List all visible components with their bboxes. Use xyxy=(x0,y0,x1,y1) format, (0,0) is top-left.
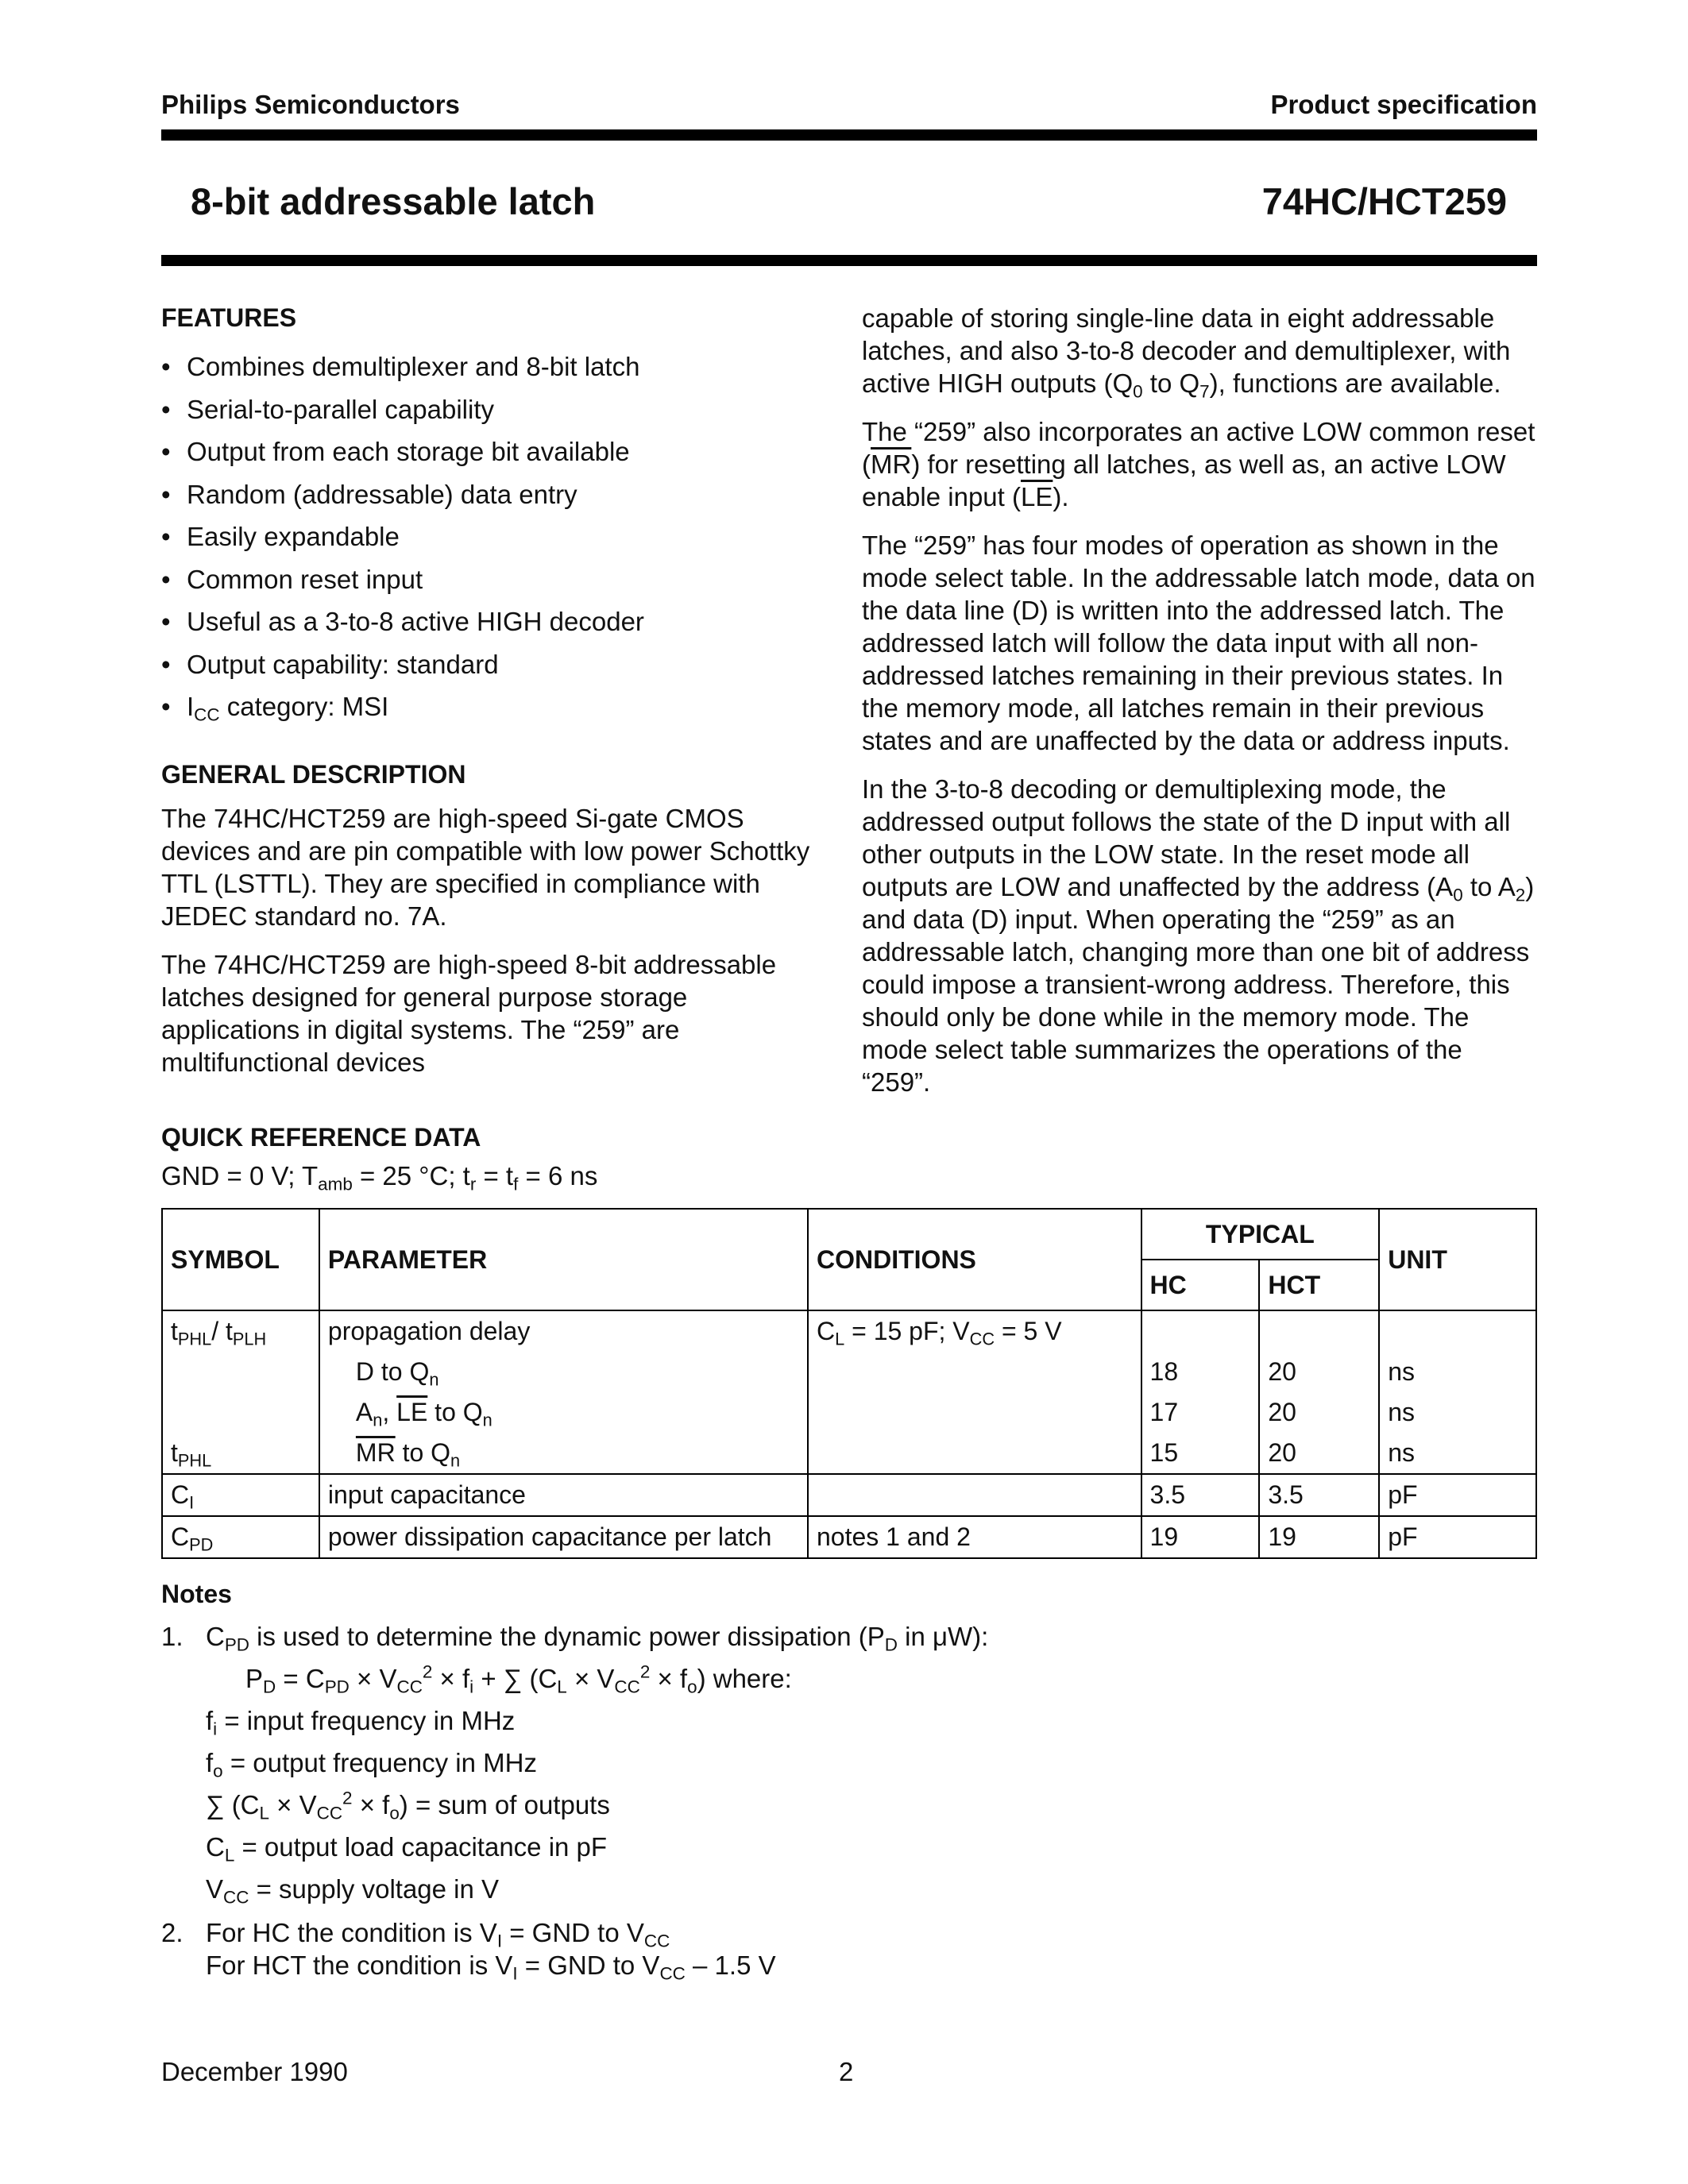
list-item: • Common reset input xyxy=(161,558,829,601)
page-title: 8-bit addressable latch xyxy=(191,180,596,222)
table-row xyxy=(162,1516,1536,1558)
table-row xyxy=(162,1433,1536,1474)
note-2-line-1: For HC the condition is $V_I$ = GND to $V_{CC}$ xyxy=(206,1918,670,1951)
cell-hc: 17 xyxy=(1141,1392,1260,1433)
cell-conditions: notes 1 and 2 xyxy=(808,1516,1141,1558)
qrd-conditions: GND = 0 V; $T_{amb} = 25$ °C; $t_r = t_f = 6$ ns xyxy=(161,1161,598,1194)
header-symbol: SYMBOL xyxy=(162,1209,319,1310)
footer-date: December 1990 xyxy=(161,2057,348,2086)
cell-parameter: $\overline{MR}$ to $Q_n$ xyxy=(319,1433,808,1474)
description-para-5: The “259” has four modes of operation as shown in the mode select table. In the addressable latch mode, data on the data line (D) is written into the addressed latch. The addressed latch will follow the data input with all non-addressed latches remaining in their previous states. In the memory mode, all latches remain in their previous states and are unaffected by the data or address inputs. xyxy=(862,531,1535,755)
note-2-line-2: For HCT the condition is $V_I$ = GND to $V_{CC} - 1.5$ V xyxy=(206,1951,776,1984)
header-hct: HCT xyxy=(1259,1260,1379,1310)
note-1-sum: ∑ $(C_L \times V_{CC}^2 \times f_o)$ = sum of outputs xyxy=(206,1788,610,1823)
list-item: • Output capability: standard xyxy=(161,643,829,686)
table-header-row xyxy=(162,1209,1536,1260)
note-1-cl: $C_L$ = output load capacitance in pF xyxy=(206,1832,608,1866)
cell-hct: 19 xyxy=(1259,1516,1379,1558)
cell-hc: 18 xyxy=(1141,1352,1260,1392)
list-item: • Easily expandable xyxy=(161,515,829,558)
company-name: Philips Semiconductors xyxy=(161,90,460,119)
note-1-vcc: $V_{CC}$ = supply voltage in V xyxy=(206,1874,500,1908)
header-rule-bottom xyxy=(161,255,1537,266)
cell-unit: pF xyxy=(1379,1474,1536,1516)
cell-parameter: propagation delay xyxy=(319,1310,808,1352)
cell-unit: pF xyxy=(1379,1516,1536,1558)
cell-conditions: $C_L = 15$ pF; $V_{CC} = 5$ V xyxy=(808,1310,1141,1352)
note-2: 2. For HC the condition is $V_I$ = GND to $V_{CC}$ For HCT the condition is $V_I$ = GND to $V_{CC} - 1.5$ V xyxy=(161,1910,1537,1981)
cell-hc: 15 xyxy=(1141,1433,1260,1474)
notes-section xyxy=(161,1573,1537,1984)
right-column xyxy=(862,302,1537,1114)
cell-hct: 20 xyxy=(1259,1392,1379,1433)
header-hc: HC xyxy=(1141,1260,1260,1310)
table-row xyxy=(162,1392,1536,1433)
notes-heading: Notes xyxy=(161,1580,232,1608)
description-para-4: The “259” also incorporates an active LOW common reset $(\overline{MR})$ for resetting all latches, as well as, an active LOW enable input $(\overline{LE})$. xyxy=(862,417,1535,511)
quick-reference-table xyxy=(161,1208,1537,1559)
list-item: • Combines demultiplexer and 8-bit latch xyxy=(161,345,829,388)
cell-parameter: input capacitance xyxy=(319,1474,808,1516)
list-item: • Serial-to-parallel capability xyxy=(161,388,829,431)
cell-unit: ns xyxy=(1379,1433,1536,1474)
cell-hct: 3.5 xyxy=(1259,1474,1379,1516)
cell-parameter: power dissipation capacitance per latch xyxy=(319,1516,808,1558)
page-number: 2 xyxy=(839,2057,854,2086)
features-list xyxy=(161,345,829,728)
cell-symbol: $C_I$ xyxy=(162,1474,319,1516)
note-1-fo: $f_o$ = output frequency in MHz xyxy=(206,1748,537,1781)
header-parameter: PARAMETER xyxy=(319,1209,808,1310)
list-item: • Output from each storage bit available xyxy=(161,430,829,473)
cell-unit: ns xyxy=(1379,1392,1536,1433)
features-heading: FEATURES xyxy=(161,303,297,332)
part-number: 74HC/HCT259 xyxy=(1261,180,1507,222)
list-item: • Random (addressable) data entry xyxy=(161,473,829,516)
description-para-3: capable of storing single-line data in eight addressable latches, and also 3-to-8 decoder and demultiplexer, with active HIGH outputs ($Q_0$ to $Q_7$), functions are available. xyxy=(862,303,1511,402)
list-item: • $I_{CC}$ category: MSI xyxy=(161,685,829,728)
document-type: Product specification xyxy=(1270,90,1537,119)
table-row xyxy=(162,1352,1536,1392)
header-typical: TYPICAL xyxy=(1141,1209,1380,1260)
header-conditions: CONDITIONS xyxy=(808,1209,1141,1310)
cell-symbol: $t_{PHL}$ xyxy=(162,1433,319,1474)
left-column xyxy=(161,302,829,1094)
list-item: • Useful as a 3-to-8 active HIGH decoder xyxy=(161,600,829,643)
cell-symbol: $t_{PHL}/$ $t_{PLH}$ xyxy=(162,1310,319,1352)
general-description-para-1: The 74HC/HCT259 are high-speed Si-gate CMOS devices and are pin compatible with low power Schottky TTL (LSTTL). They are specified in compliance with JEDEC standard no. 7A. xyxy=(161,803,810,931)
header-rule-top xyxy=(161,129,1537,141)
cell-hct: 20 xyxy=(1259,1433,1379,1474)
note-1-equation: $P_D = C_{PD} \times V_{CC}^2 \times f_i$ + ∑ $(C_L \times V_{CC}^2 \times f_o)$ where: xyxy=(245,1661,792,1697)
table-row xyxy=(162,1310,1536,1352)
table-row xyxy=(162,1474,1536,1516)
note-1: 1. $C_{PD}$ is used to determine the dynamic power dissipation ($P_D$ in μW): xyxy=(161,1622,989,1655)
cell-parameter: $A_n$, $\overline{LE}$ to $Q_n$ xyxy=(319,1392,808,1433)
qrd-heading: QUICK REFERENCE DATA xyxy=(161,1123,481,1152)
general-description-para-2: The 74HC/HCT259 are high-speed 8-bit addressable latches designed for general purpose storage applications in digital systems. The “259” are multifunctional devices xyxy=(161,949,777,1077)
general-description-heading: GENERAL DESCRIPTION xyxy=(161,759,466,789)
cell-unit: ns xyxy=(1379,1352,1536,1392)
cell-parameter: D to $Q_n$ xyxy=(319,1352,808,1392)
header-unit: UNIT xyxy=(1379,1209,1536,1310)
cell-hc: 19 xyxy=(1141,1516,1260,1558)
description-para-6: In the 3-to-8 decoding or demultiplexing mode, the addressed output follows the state of the D input with all other outputs in the LOW state. In the reset mode all outputs are LOW and unaffected by the address ($A_0$ to $A_2$) and data (D) input. When operating the “259” as an addressable latch, changing more than one bit of address could impose a transient-wrong address. Therefore, this should only be done while in the memory mode. The mode select table summarizes the operations of the “259”. xyxy=(862,774,1535,1097)
note-1-fi: $f_i$ = input frequency in MHz xyxy=(206,1706,516,1739)
cell-hc: 3.5 xyxy=(1141,1474,1260,1516)
cell-hct: 20 xyxy=(1259,1352,1379,1392)
cell-symbol: $C_{PD}$ xyxy=(162,1516,319,1558)
